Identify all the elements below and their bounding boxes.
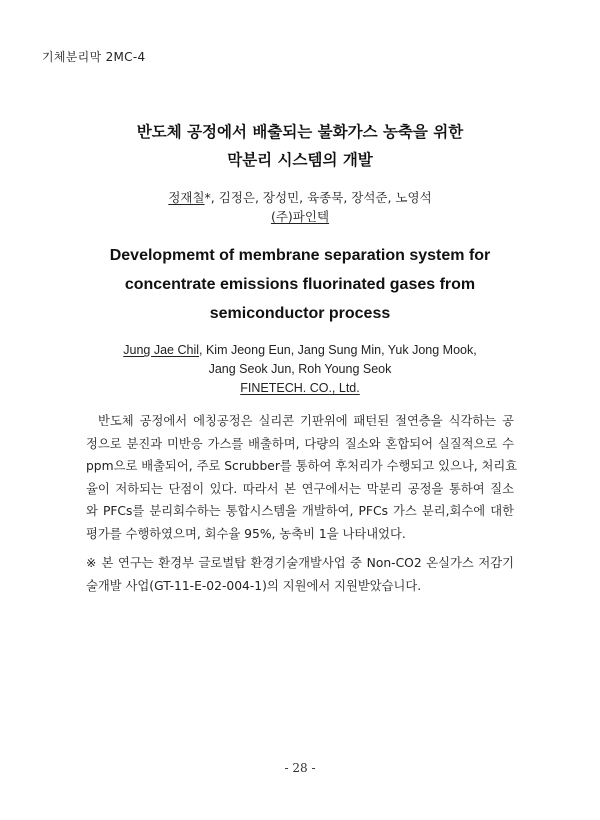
abstract-line: 율이 저하되는 단점이 있다. 따라서 본 연구에서는 막분리 공정을 통하여 질소 (86, 481, 514, 496)
abstract-line: 정으로 분진과 미반응 가스를 배출하며, 다량의 질소와 혼합되어 실질적으로 수 (86, 436, 514, 451)
abstract-line: 반도체 공정에서 에칭공정은 실리콘 기판위에 패턴된 절연층을 식각하는 공 (98, 414, 514, 428)
affiliation-en: FINETECH. CO., Ltd. (240, 381, 360, 395)
session-code: 기체분리막 2MC-4 (42, 50, 146, 64)
presenting-author-ko: 정재칠 (168, 190, 205, 205)
korean-authors (0, 188, 600, 226)
english-title (0, 241, 600, 328)
abstract-line: 와 PFCs를 분리회수하는 통합시스템을 개발하여, PFCs 가스 분리,회수에 대한 (86, 504, 514, 519)
abstract-line: 평가를 수행하였으며, 회수율 95%, 농축비 1을 나타내었다. (86, 526, 406, 541)
english-title-line-1: Developmemt of membrane separation system for (109, 247, 491, 264)
korean-title-line-2: 막분리 시스템의 개발 (227, 151, 373, 169)
english-authors (0, 341, 600, 398)
page-number: - 28 - (284, 761, 316, 775)
english-title-line-2: concentrate emissions fluorinated gases from (124, 276, 476, 293)
korean-title-line-1: 반도체 공정에서 배출되는 불화가스 농축을 위한 (136, 123, 464, 141)
abstract-body (86, 410, 518, 546)
presenting-author-en: Jung Jae Chil (123, 343, 200, 357)
coauthors-en-line-1: , Kim Jeong Eun, Jang Sung Min, Yuk Jong Mook, (199, 343, 477, 357)
coauthors-ko: *, 김정은, 장성민, 육종묵, 장석준, 노영석 (204, 190, 432, 205)
korean-author-list (0, 188, 600, 207)
acknowledgement-note (86, 552, 514, 597)
korean-title (0, 118, 600, 174)
affiliation-ko: (주)파인텍 (270, 209, 330, 224)
abstract-line: ppm으로 배출되어, 주로 Scrubber를 통하여 후처리가 수행되고 있으나, 처리효 (86, 459, 518, 474)
acknowledgement-line: ※ 본 연구는 환경부 글로벌탑 환경기술개발사업 중 Non-CO2 온실가스 저감기 (86, 556, 514, 570)
english-title-line-3: semiconductor process (209, 305, 391, 322)
coauthors-en-line-2: Jang Seok Jun, Roh Young Seok (208, 362, 392, 376)
acknowledgement-line: 술개발 사업(GT-11-E-02-004-1)의 지원에서 지원받았습니다. (86, 578, 422, 593)
